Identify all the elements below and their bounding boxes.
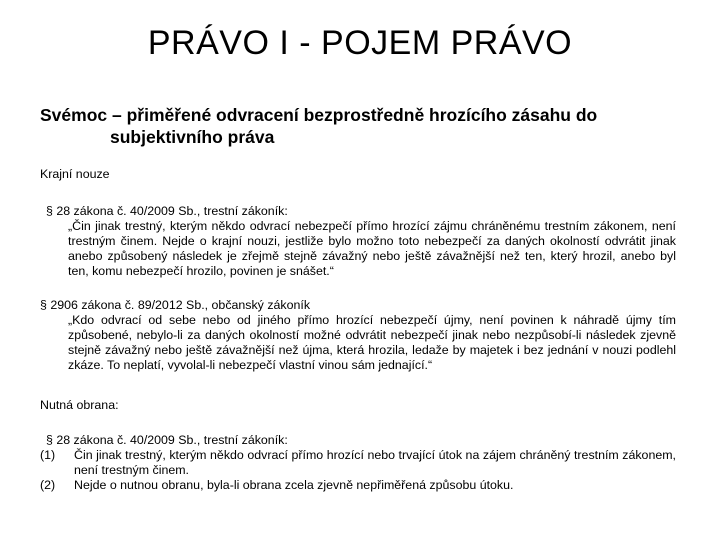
krajni-nouze-tz-text: „Čin jinak trestný, kterým někdo odvrací nebezpečí přímo hrozící zájmu chráněnému trestním zákonem, není trestným činem. Nejde o krajní nouzi, jestliže bylo možno toto nebezpečí za daných okolností odvrátit jinak anebo způsobený následek je zřejmě stejně závažný nebo ještě závažnější než ten, který hrozil, anebo byl ten, komu nebezpečí hrozilo, povinen je snášet.“	[68, 219, 676, 278]
krajni-nouze-oz-text: „Kdo odvrací od sebe nebo od jiného přímo hrozící nebezpečí újmy, není povinen k náhradě újmy tím způsobené, nebylo-li za daných okolností možné odvrátit nebezpečí jinak nebo nezpůsobí-li následek zjevně stejně závažný nebo ještě závažnější než újma, která hrozila, ledaže by majetek i bez jednání v nouzi podlehl zkáze. To neplatí, vyvolal-li nebezpečí vlastní vinou sám jednající.“	[68, 313, 676, 372]
nutna-obrana-tz-ref: § 28 zákona č. 40/2009 Sb., trestní zákoník:	[46, 433, 288, 447]
slide-heading	[40, 104, 690, 148]
item-text: Nejde o nutnou obranu, byla-li obrana zcela zjevně nepřiměřená způsobu útoku.	[74, 478, 514, 492]
heading-line-1: Svémoc – přiměřené odvracení bezprostředně hrozícího zásahu do	[40, 105, 598, 125]
nutna-obrana-section	[40, 433, 676, 493]
nutna-obrana-label: Nutná obrana:	[40, 398, 119, 412]
slide-title: PRÁVO I - POJEM PRÁVO	[147, 24, 573, 62]
krajni-nouze-tz-ref: § 28 zákona č. 40/2009 Sb., trestní zákoník:	[46, 204, 288, 218]
krajni-nouze-label: Krajní nouze	[40, 167, 110, 181]
item-number: (2)	[40, 478, 56, 492]
nutna-obrana-item-2	[40, 478, 676, 493]
krajni-nouze-oz-section	[40, 298, 676, 373]
krajni-nouze-oz-ref: § 2906 zákona č. 89/2012 Sb., občanský zákoník	[40, 298, 311, 312]
item-text: Čin jinak trestný, kterým někdo odvrací přímo hrozící nebo trvající útok na zájem chráněný trestním zákonem, není trestným činem.	[74, 448, 676, 477]
item-number: (1)	[40, 448, 56, 462]
heading-line-2: subjektivního práva	[110, 127, 275, 147]
nutna-obrana-item-1	[40, 448, 676, 478]
krajni-nouze-tz-section	[46, 204, 676, 279]
